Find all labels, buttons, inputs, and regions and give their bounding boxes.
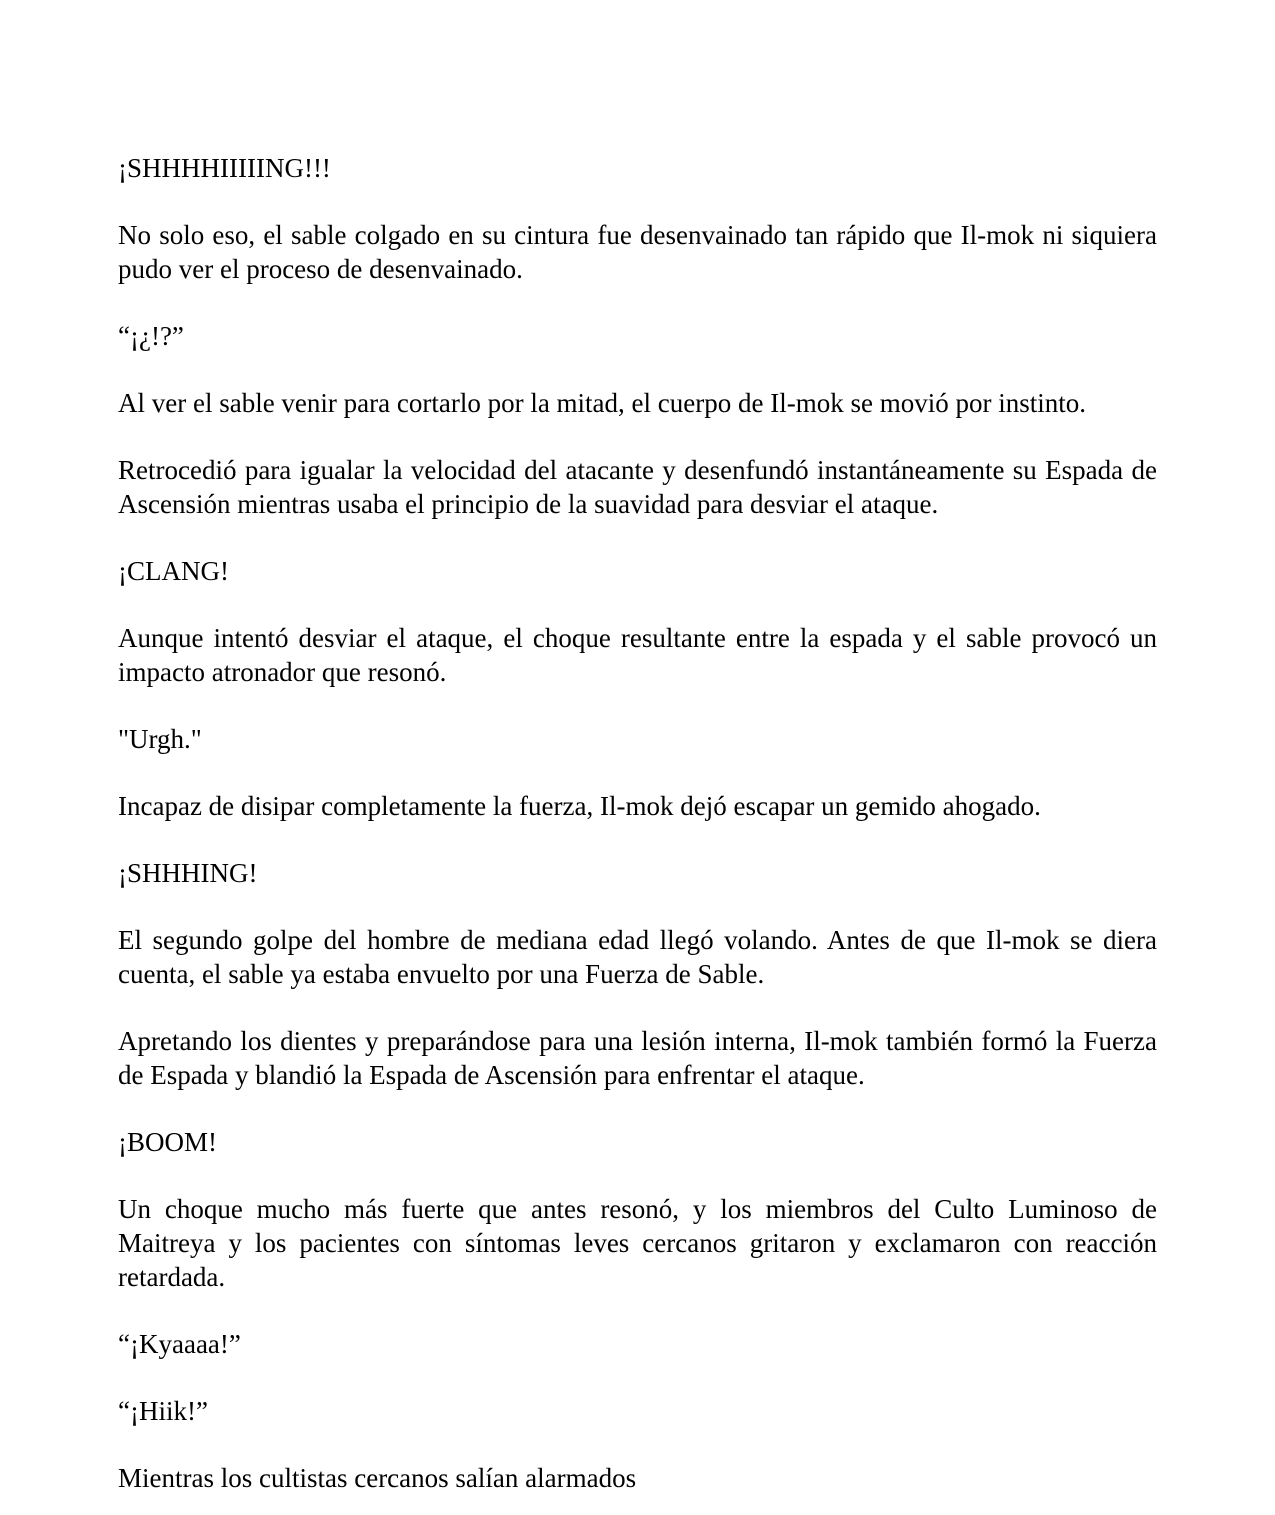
paragraph-narration: Incapaz de disipar completamente la fuerza, Il-mok dejó escapar un gemido ahogado. [118,791,1041,821]
paragraph-narration: Retrocedió para igualar la velocidad del atacante y desenfundó instantáneamente su Espada de Ascensión mientras usaba el principio de la suavidad para desviar el ataque. [118,455,1157,519]
paragraph-narration: Aunque intentó desviar el ataque, el choque resultante entre la espada y el sable provocó un impacto atronador que resonó. [118,623,1157,687]
paragraph-dialogue: “¡Kyaaaa!” [118,1329,241,1359]
paragraph-narration: El segundo golpe del hombre de mediana edad llegó volando. Antes de que Il-mok se diera cuenta, el sable ya estaba envuelto por una Fuerza de Sable. [118,925,1157,989]
paragraph-dialogue: “¡Hiik!” [118,1396,208,1426]
paragraph-sound-shhhing: ¡SHHHING! [118,858,258,888]
paragraph-sound-shhhhiiiiing: ¡SHHHHIIIIING!!! [118,153,331,183]
paragraph-narration: Apretando los dientes y preparándose para una lesión interna, Il-mok también formó la Fuerza de Espada y blandió la Espada de Ascensión para enfrentar el ataque. [118,1026,1157,1090]
paragraph-dialogue: "Urgh." [118,724,202,754]
paragraph-sound-boom: ¡BOOM! [118,1127,217,1157]
paragraph-narration: Un choque mucho más fuerte que antes resonó, y los miembros del Culto Luminoso de Maitreya y los pacientes con síntomas leves cercanos gritaron y exclamaron con reacción retardada. [118,1194,1157,1292]
paragraph-sound-clang: ¡CLANG! [118,556,229,586]
paragraph-narration-cut-off: Mientras los cultistas cercanos salían alarmados [118,1463,637,1493]
paragraph-narration: No solo eso, el sable colgado en su cintura fue desenvainado tan rápido que Il-mok ni siquiera pudo ver el proceso de desenvainado. [118,220,1157,284]
document-body [118,151,1157,1515]
paragraph-narration: Al ver el sable venir para cortarlo por la mitad, el cuerpo de Il-mok se movió por instinto. [118,388,1086,418]
paragraph-dialogue: “¡¿!?” [118,321,184,351]
